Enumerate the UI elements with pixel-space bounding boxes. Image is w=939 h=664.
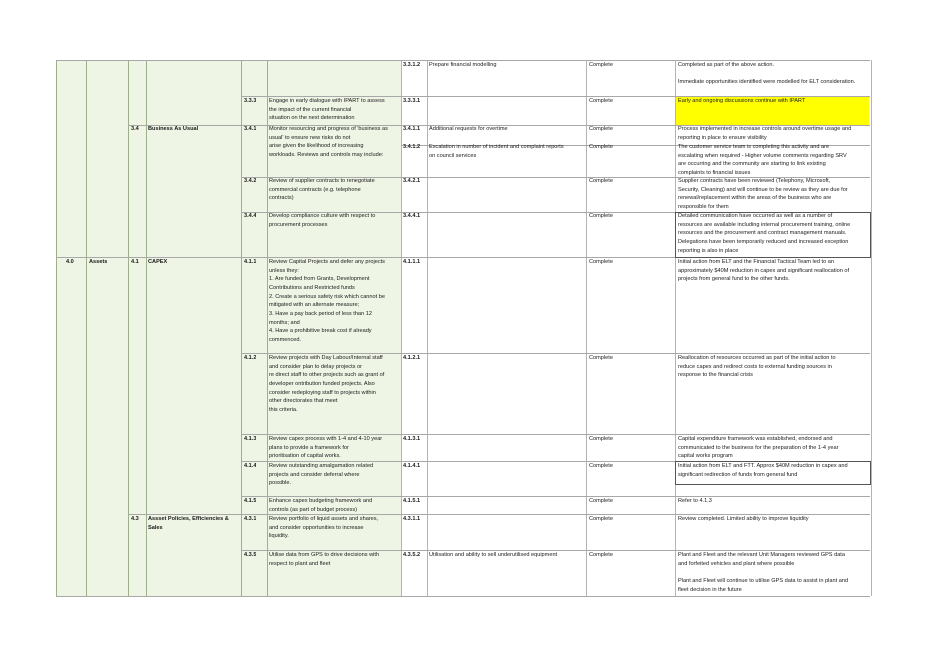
action-id: 4.1.5: [244, 498, 257, 504]
status-text: Complete: [589, 98, 613, 104]
action-text: Develop compliance culture with respect to procurement processes: [269, 213, 376, 228]
comment-text: Review completed. Limited ability to improve liquidity: [678, 516, 809, 522]
comment-text: Supplier contracts have been reviewed (Telephony, Microsoft, Security, Cleaning) and will continue to be review as they are due for renewal/replacement within the areas of the business who are responsible for them: [678, 178, 848, 210]
status-text: Complete: [589, 355, 613, 361]
area-id: 4.1: [131, 259, 139, 265]
action-text: Review outstanding amalgamation related projects and consider deferral where possible.: [269, 463, 374, 487]
action-text: Utilise data from GPS to drive decisions with respect to plant and fleet: [269, 552, 380, 567]
task-id: 3.4.1.1: [403, 126, 421, 132]
task-id: 3.4.2.1: [403, 178, 421, 184]
action-text: Review projects with Day Labour/Internal staff and consider plan to delay projects or re direct staff to other projects such as grant of developer ontribution funded projects. Also consider redeploying staff to projects within other directorates that meet this criteria.: [269, 355, 385, 413]
task-text: Prepare financial modelling: [429, 62, 497, 68]
action-text: Review portfolio of liquid assets and shares, and consider opportunities to increase liquidity.: [269, 516, 379, 540]
action-text: Enhance capex budgeting framework and controls (as part of budget process): [269, 498, 373, 513]
task-id: 3.4.4.1: [403, 213, 421, 219]
action-id: 3.4.1: [244, 126, 257, 132]
action-id: 3.3.3: [244, 98, 257, 104]
goal-id: 4.0: [66, 259, 74, 265]
action-id: 4.1.1: [244, 259, 257, 265]
row-divider: [56, 596, 870, 597]
action-text: Review capex process with 1-4 and 4-10 year plans to provide a framework for prioritisation of capital works.: [269, 436, 383, 460]
comment-text: Initial action from ELT and the Financial Tactical Team led to an approximately $40M reduction in capex and significant reallocation of projects from general fund to the other funds.: [678, 259, 850, 283]
status-text: Complete: [589, 144, 613, 150]
action-text: Engage in early dialogue with IPART to assess the impact of the current financial situation on the next determination: [269, 98, 385, 122]
comment-text: Reallocation of resources occurred as part of the initial action to reduce capex and redirect costs to external funding sources in response to the financial crisis: [678, 355, 836, 379]
area-id: 3.4: [131, 126, 139, 132]
goal-name-column: [86, 60, 129, 596]
action-text: Review of supplier contracts to renegotiate commercial contracts (e.g. telephone contracts): [269, 178, 375, 202]
status-text: Complete: [589, 498, 613, 504]
comment-text: Process implemented in increase controls around overtime usage and reporting in place to ensure visibility: [678, 126, 852, 141]
status-text: Complete: [589, 463, 613, 469]
task-id: 4.1.1.1: [403, 259, 421, 265]
task-id: 4.3.1.1: [403, 516, 421, 522]
task-id: 4.1.3.1: [403, 436, 421, 442]
task-id: 4.1.2.1: [403, 355, 421, 361]
task-id: 4.3.5.2: [403, 552, 421, 558]
status-text: Complete: [589, 516, 613, 522]
area-name: Business As Usual: [148, 126, 199, 132]
status-text: Complete: [589, 436, 613, 442]
comment-text: Completed as part of the above action. Immediate opportunities identified were modelled for ELT consideration.: [678, 62, 856, 86]
comment-text: Capital expenditure framework was established, endorsed and communicated to the business for the preparation of the 1-4 year capital works program: [678, 436, 839, 460]
task-text: Additional requests for overtime: [429, 126, 508, 132]
task-id: 3.4.1.2: [403, 144, 421, 150]
action-id: 4.1.2: [244, 355, 257, 361]
comment-text: Initial action from ELT and FTT. Approx $40M reduction in capex and significant redirection of funds from general fund: [678, 463, 848, 478]
status-text: Complete: [589, 126, 613, 132]
comment-text: Early and ongoing discussions continue with IPART: [678, 98, 806, 104]
action-id: 4.3.5: [244, 552, 257, 558]
goal-name: Assets: [89, 259, 108, 265]
action-text: Review Capital Projects and defer any projects unless they: 1. Are funded from Grants, Development Contributions and Restricted funds 2. Create a serious safety risk which cannot be mitigated with an alternate measure; 3. Have a pay back period of less than 12 months; and 4. Have a prohibitive break cost if already commenced.: [269, 259, 385, 343]
action-id: 4.3.1: [244, 516, 257, 522]
action-id: 3.4.4: [244, 213, 257, 219]
task-column: [427, 60, 587, 596]
comment-text: Refer to 4.1.3: [678, 498, 712, 504]
area-name: Assset Policies, Efficiencies & Sales: [148, 516, 229, 531]
status-text: Complete: [589, 213, 613, 219]
comment-text: Detailed communication have occurred as well as a number of resources are available including internal procurement training, online resources and the procurement and contract management manuals. Delegations have been temporarily reduced and increased exception reporting is also in place: [678, 213, 851, 254]
goal-id-column: [56, 60, 87, 596]
action-id: 3.4.2: [244, 178, 257, 184]
action-id: 4.1.4: [244, 463, 257, 469]
task-id: 4.1.5.1: [403, 498, 421, 504]
action-id: 4.1.3: [244, 436, 257, 442]
status-text: Complete: [589, 552, 613, 558]
comment-text: The customer service team is completing this activity and are escalating when required - Higher volume comments regarding SRV are occurring and the community are starting to link existing complaints to financial issues: [678, 144, 847, 176]
area-id: 4.3: [131, 516, 139, 522]
action-plan-table: [56, 60, 870, 596]
status-text: Complete: [589, 178, 613, 184]
task-id: 4.1.4.1: [403, 463, 421, 469]
task-id: 3.3.1.2: [403, 62, 421, 68]
status-text: Complete: [589, 62, 613, 68]
task-text: Utilisation and ability to sell underutilised equipment: [429, 552, 558, 558]
task-text: Escalation in number of incident and complaint reports on council services: [429, 144, 564, 159]
area-name: CAPEX: [148, 259, 168, 265]
status-text: Complete: [589, 259, 613, 265]
comment-text: Plant and Fleet and the relevant Unit Managers reviewed GPS data and forfeited vehicles and plant where possible Plant and Fleet will continue to utilise GPS data to assist in plant and fleet decision in the future: [678, 552, 849, 593]
action-text: Monitor resourcing and progress of 'business as usual' to ensure new risks do not arise given the likelihood of increasing workloads. Reviews and controls may include:: [269, 126, 388, 158]
task-id: 3.3.3.1: [403, 98, 421, 104]
